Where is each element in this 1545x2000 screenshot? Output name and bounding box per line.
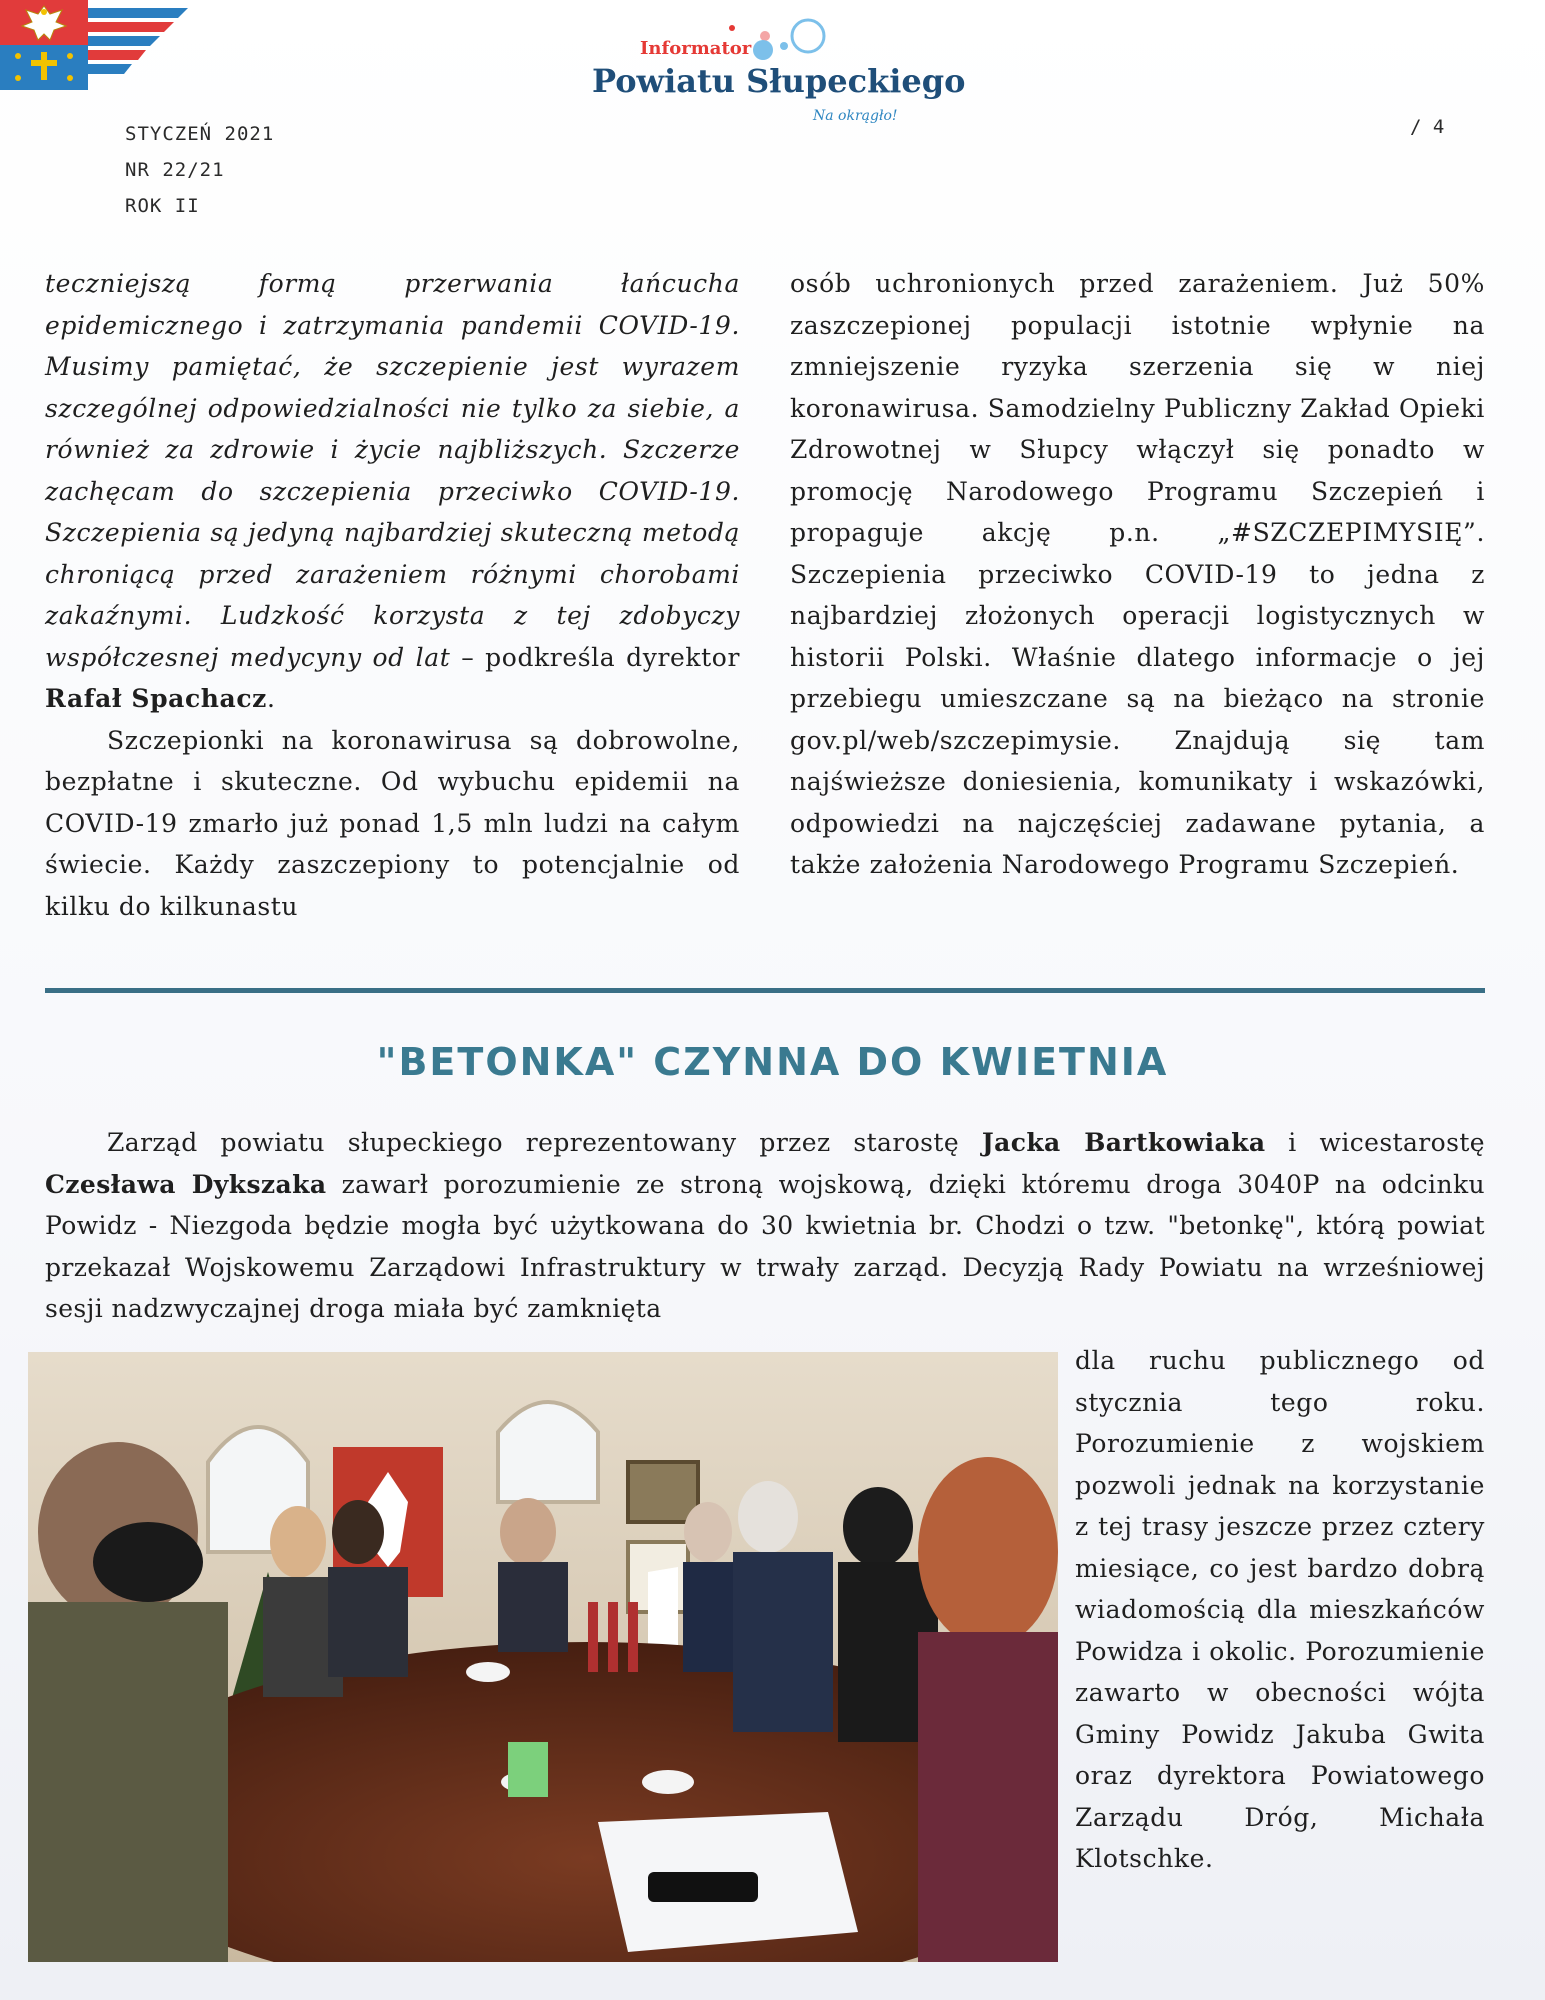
flag-stripes-icon: [88, 8, 198, 86]
attribution-suffix: .: [266, 684, 276, 713]
page-number: / 4: [1410, 116, 1445, 138]
issue-number: NR 22/21: [125, 159, 225, 181]
column-left: [45, 263, 740, 927]
attribution-name: Rafał Spachacz: [45, 684, 267, 713]
issue-date: STYCZEŃ 2021: [125, 123, 275, 145]
lead-text-a: Zarząd powiatu słupeckiego reprezentowany przez starostę: [107, 1128, 982, 1157]
issue-info: [125, 116, 274, 224]
issue-year: ROK II: [125, 195, 200, 217]
lead-name-starosta: Jacka Bartkowiaka: [981, 1128, 1266, 1157]
lead-text-c: zawarł porozumienie ze stroną wojskową, dzięki któremu droga 3040P na odcinku Powidz - Niezgoda będzie mogła być użytkowana do 30 kwietnia br. Chodzi o tzw. "betonkę", którą powiat przekazał Wojskowemu Zarządowi Infrastruktury w trwały zarząd. Decyzją Rady Powiatu na wrześniowej sesji nadzwyczajnej droga miała być zamknięta: [45, 1169, 1485, 1323]
side-paragraph: dla ruchu publicznego od stycznia tego roku. Porozumienie z wojskiem pozwoli jednak na korzystanie z tej trasy jeszcze przez cztery miesiące, co jest bardzo dobrą wiadomością dla mieszkańców Powidza i okolic. Porozumienie zawarto w obecności wójta Gminy Powidz Jakuba Gwita oraz dyrektora Powiatowego Zarządu Dróg, Michała Klotschke.: [1075, 1346, 1485, 1873]
quote-text: teczniejszą formą przerwania łańcucha epidemicznego i zatrzymania pandemii COVID-19. Musimy pamiętać, że szczepienie jest wyrazem szczególnej odpowiedzialności nie tylko za siebie, a również za zdrowie i życie najbliższych. Szczerze zachęcam do szczepienia przeciwko COVID-19. Szczepienia są jedyną najbardziej skuteczną metodą chroniącą przed zarażeniem różnymi chorobami zakaźnymi. Ludzkość korzysta z tej zdobyczy współczesnej medycyny od lat: [45, 269, 740, 672]
article-lead: [45, 1122, 1485, 1330]
article-side-text: [1075, 1340, 1485, 1880]
meeting-photo: [28, 1352, 1058, 1962]
masthead-tagline: Na okrągło!: [813, 108, 898, 124]
masthead-small: Informator: [640, 38, 752, 59]
paragraph-continuation: osób uchronionych przed zarażeniem. Już 50% zaszczepionej populacji istotnie wpłynie na zmniejszenie ryzyka szerzenia się w niej koronawirusa. Samodzielny Publiczny Zakład Opieki Zdrowotnej w Słupcy włączył się ponadto w promocję Narodowego Programu Szczepień i propaguje akcję p.n. „#SZCZEPIMYSIĘ”. Szczepienia przeciwko COVID-19 to jedna z najbardziej złożonych operacji logistycznych w historii Polski. Właśnie dlatego informacje o jej przebiegu umieszczane są na bieżąco na stronie gov.pl/web/szczepimysie. Znajdują się tam najświeższe doniesienia, komunikaty i wskazówki, odpowiedzi na najczęściej zadawane pytania, a także założenia Narodowego Programu Szczepień.: [790, 269, 1485, 879]
lead-name-wicestarosta: Czesława Dykszaka: [45, 1169, 327, 1199]
column-right: [790, 263, 1485, 886]
paragraph-vaccines: Szczepionki na koronawirusa są dobrowolne, bezpłatne i skuteczne. Od wybuchu epidemii na COVID-19 zmarło już ponad 1,5 mln ludzi na całym świecie. Każdy zaszczepiony to potencjalnie od kilku do kilkunastu: [45, 725, 740, 921]
masthead-title: Powiatu Słupeckiego: [592, 62, 966, 100]
lead-text-b: i wicestarostę: [1265, 1128, 1485, 1157]
attribution-prefix: – podkreśla dyrektor: [450, 642, 740, 672]
article-heading: "BETONKA" CZYNNA DO KWIETNIA: [376, 1040, 1169, 1084]
section-divider: [45, 988, 1485, 993]
crest-icon: [0, 0, 88, 90]
